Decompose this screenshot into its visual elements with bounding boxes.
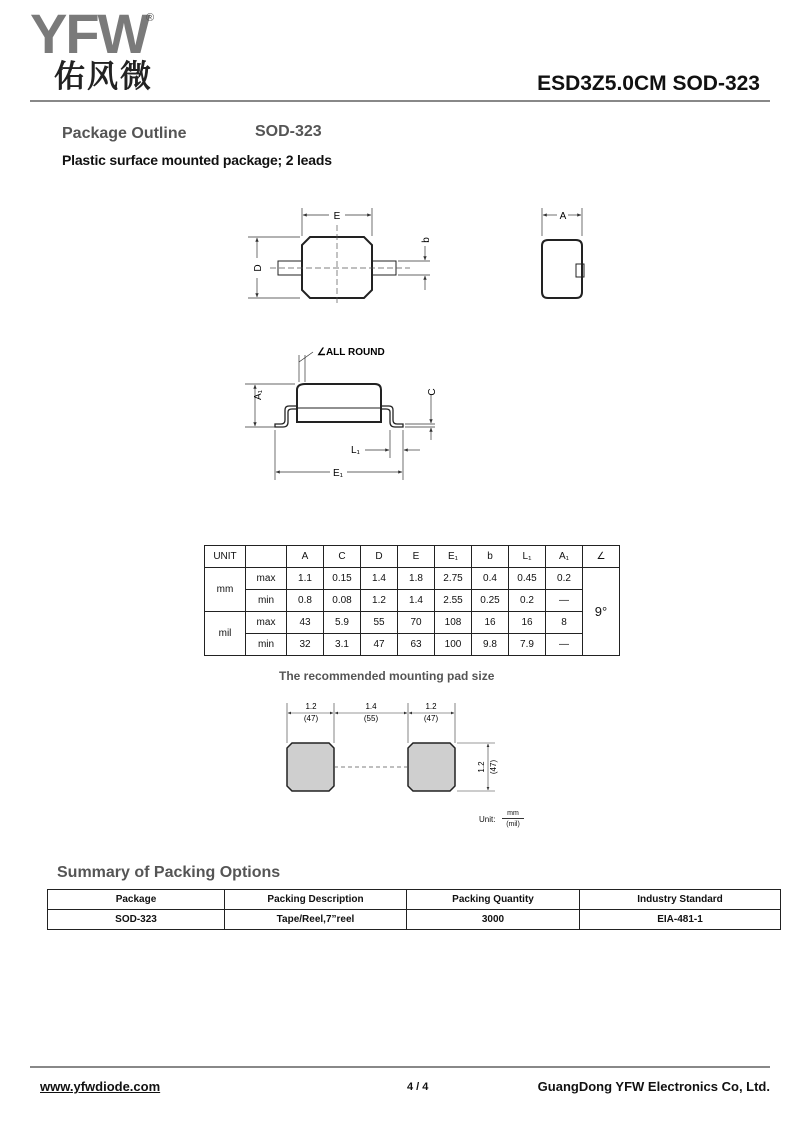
dim-cell: 5.9 [324, 612, 361, 634]
dim-unit-mm: mm [205, 568, 246, 612]
side-view-drawing [530, 200, 600, 310]
table-row [205, 612, 620, 634]
dim-cell: 108 [435, 612, 472, 634]
company-name: GuangDong YFW Electronics Co, Ltd. [537, 1079, 770, 1094]
dim-cell: 0.8 [287, 590, 324, 612]
pad-height-mil: (47) [489, 759, 498, 775]
table-row [48, 910, 781, 930]
dim-cell: 0.15 [324, 568, 361, 590]
dim-cell: 7.9 [509, 634, 546, 656]
dim-label-E1: E₁ [332, 468, 344, 479]
packing-header-quantity: Packing Quantity [407, 890, 580, 910]
packing-header-package: Package [48, 890, 225, 910]
header-divider [30, 100, 770, 102]
packing-table [47, 889, 781, 930]
unit-label: Unit: [479, 815, 496, 824]
dim-cell: 1.8 [398, 568, 435, 590]
pad-dim-2-mm: 1.4 [365, 702, 377, 711]
dim-row-type: max [246, 568, 287, 590]
packing-cell-package: SOD-323 [48, 910, 225, 930]
document-title: ESD3Z5.0CM SOD-323 [537, 72, 760, 95]
dim-header-E: E [398, 546, 435, 568]
packing-header-row [48, 890, 781, 910]
dim-cell: 2.75 [435, 568, 472, 590]
dim-cell: 0.2 [546, 568, 583, 590]
dim-cell: 100 [435, 634, 472, 656]
pad-height-mm: 1.2 [477, 761, 486, 773]
packing-cell-quantity: 3000 [407, 910, 580, 930]
dim-cell: 0.25 [472, 590, 509, 612]
dim-header-unit: UNIT [205, 546, 246, 568]
dim-angle-value: 9° [583, 568, 620, 656]
top-view-drawing [230, 200, 450, 310]
dimension-table [204, 545, 620, 656]
dim-label-A: A [559, 211, 567, 222]
dim-cell: 1.4 [398, 590, 435, 612]
packing-header-description: Packing Description [225, 890, 407, 910]
footer-website-link[interactable]: www.yfwdiode.com [40, 1079, 161, 1094]
pad-dim-1-mil: (47) [303, 714, 319, 723]
dim-header-C: C [324, 546, 361, 568]
logo-latin: YFW [30, 2, 149, 65]
pad-dim-2-mil: (55) [363, 714, 379, 723]
dim-cell: 3.1 [324, 634, 361, 656]
label-all-round: ∠ALL ROUND [317, 347, 385, 358]
dim-cell: 8 [546, 612, 583, 634]
dim-cell: 16 [509, 612, 546, 634]
dim-header-b: b [472, 546, 509, 568]
dim-header-A: A [287, 546, 324, 568]
dim-cell: 63 [398, 634, 435, 656]
dim-cell: 2.55 [435, 590, 472, 612]
dim-header-E1: E₁ [435, 546, 472, 568]
table-row [205, 568, 620, 590]
dim-row-type: max [246, 612, 287, 634]
unit-mm: mm [502, 809, 524, 819]
table-row [205, 590, 620, 612]
dim-cell: 0.4 [472, 568, 509, 590]
logo-chinese: 佑风微 [54, 59, 153, 95]
dim-cell: 9.8 [472, 634, 509, 656]
dim-row-type: min [246, 634, 287, 656]
dim-header-L1: L₁ [509, 546, 546, 568]
dim-label-C: C [427, 388, 438, 396]
dim-cell: 43 [287, 612, 324, 634]
package-name: SOD-323 [255, 123, 322, 140]
dim-cell: 16 [472, 612, 509, 634]
packing-header-standard: Industry Standard [580, 890, 781, 910]
dim-cell: 0.2 [509, 590, 546, 612]
dim-cell: — [546, 590, 583, 612]
dim-cell: 0.45 [509, 568, 546, 590]
packing-cell-standard: EIA-481-1 [580, 910, 781, 930]
dim-label-A1: A₁ [253, 389, 264, 401]
dim-header-angle: ∠ [583, 546, 620, 568]
dim-header-A1: A₁ [546, 546, 583, 568]
dim-cell: 70 [398, 612, 435, 634]
packing-cell-description: Tape/Reel,7”reel [225, 910, 407, 930]
dim-unit-mil: mil [205, 612, 246, 656]
dim-cell: 32 [287, 634, 324, 656]
dim-header-row [205, 546, 620, 568]
footer-divider [30, 1066, 770, 1068]
table-row [205, 634, 620, 656]
section-title-outline: Package Outline [62, 125, 187, 142]
dim-label-L1: L₁ [351, 445, 360, 456]
package-subtitle: Plastic surface mounted package; 2 leads [62, 152, 332, 168]
pad-dim-3-mm: 1.2 [425, 702, 437, 711]
dim-cell: 1.2 [361, 590, 398, 612]
dim-label-D: D [253, 264, 264, 272]
dim-cell: 55 [361, 612, 398, 634]
pad-title: The recommended mounting pad size [279, 669, 495, 683]
dim-cell: 1.4 [361, 568, 398, 590]
dim-label-b: b [421, 237, 432, 243]
unit-mil: (mil) [506, 821, 520, 828]
dim-cell: 0.08 [324, 590, 361, 612]
pad-dim-1-mm: 1.2 [305, 702, 317, 711]
section-title-packing: Summary of Packing Options [57, 864, 281, 881]
dim-label-E: E [333, 211, 341, 222]
mounting-pad-drawing [270, 695, 510, 805]
pad-dim-3-mil: (47) [423, 714, 439, 723]
registered-mark: ® [146, 12, 155, 24]
dim-cell: 47 [361, 634, 398, 656]
dim-cell: — [546, 634, 583, 656]
dim-header-type [246, 546, 287, 568]
front-view-drawing [235, 340, 455, 485]
dim-row-type: min [246, 590, 287, 612]
dim-cell: 1.1 [287, 568, 324, 590]
page-number: 4 / 4 [407, 1081, 429, 1093]
dim-header-D: D [361, 546, 398, 568]
